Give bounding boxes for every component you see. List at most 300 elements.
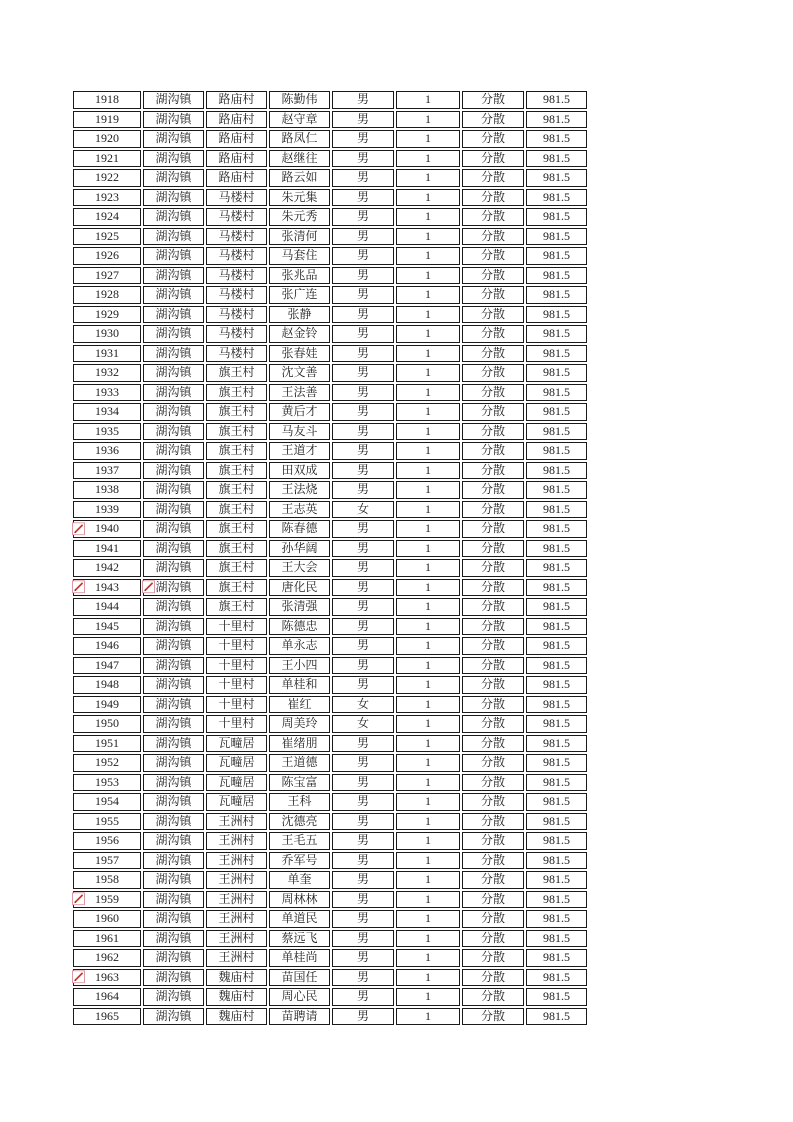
table-row — [73, 325, 587, 343]
cell-gender — [332, 657, 394, 675]
cell-count — [396, 676, 460, 694]
cell-gender — [332, 696, 394, 714]
cell-serial — [73, 423, 141, 441]
cell-serial — [73, 598, 141, 616]
table-row — [73, 228, 587, 246]
cell-serial — [73, 969, 141, 987]
cell-mode — [462, 871, 524, 889]
cell-serial — [73, 676, 141, 694]
person-name-value: 赵继往 — [281, 150, 318, 165]
amount-value: 981.5 — [543, 852, 570, 867]
cell-gender — [332, 579, 394, 597]
village-value: 瓦疃居 — [218, 735, 255, 750]
cell-count — [396, 715, 460, 733]
gender-value: 男 — [356, 111, 369, 126]
count-value: 1 — [425, 365, 431, 379]
person-name-value: 陈宝富 — [281, 774, 318, 789]
town-value: 湖沟镇 — [155, 950, 192, 964]
person-name-value: 朱元集 — [281, 189, 318, 204]
gender-value: 男 — [356, 891, 369, 906]
cell-serial — [73, 774, 141, 792]
village-value: 马楼村 — [218, 248, 255, 262]
count-value: 1 — [425, 716, 431, 730]
gender-value: 男 — [356, 872, 369, 886]
cell-count — [396, 442, 460, 460]
cell-mode — [462, 384, 524, 402]
person-name-value: 陈勤伟 — [281, 92, 318, 106]
serial-value: 1926 — [95, 248, 119, 262]
mode-value: 分散 — [480, 579, 505, 594]
cell-count — [396, 267, 460, 285]
cell-town — [143, 364, 204, 382]
table-row — [73, 520, 587, 538]
cell-village — [206, 793, 267, 811]
village-value: 旗王村 — [218, 560, 255, 574]
cell-mode — [462, 364, 524, 382]
count-value: 1 — [425, 755, 431, 769]
cell-count — [396, 891, 460, 909]
cell-gender — [332, 930, 394, 948]
cell-village — [206, 676, 267, 694]
gender-value: 男 — [356, 404, 369, 418]
cell-gender — [332, 520, 394, 538]
village-value: 王洲村 — [218, 852, 255, 867]
cell-amount — [526, 228, 587, 246]
cell-gender — [332, 150, 394, 168]
cell-person-name — [269, 871, 330, 889]
serial-value: 1918 — [95, 92, 119, 106]
cell-mode — [462, 930, 524, 948]
cell-gender — [332, 988, 394, 1006]
amount-value: 981.5 — [543, 813, 570, 828]
table-row — [73, 189, 587, 207]
count-value: 1 — [425, 111, 431, 126]
cell-mode — [462, 754, 524, 772]
cell-count — [396, 91, 460, 109]
cell-village — [206, 306, 267, 324]
cell-amount — [526, 540, 587, 558]
table-row — [73, 852, 587, 870]
table-row — [73, 793, 587, 811]
cell-town — [143, 637, 204, 655]
cell-person-name — [269, 891, 330, 909]
cell-town — [143, 462, 204, 480]
town-value: 湖沟镇 — [155, 774, 192, 789]
cell-village — [206, 228, 267, 246]
cell-village — [206, 247, 267, 265]
cell-serial — [73, 150, 141, 168]
serial-value: 1921 — [95, 150, 119, 165]
cell-gender — [332, 637, 394, 655]
cell-person-name — [269, 325, 330, 343]
village-value: 王洲村 — [218, 930, 255, 945]
cell-village — [206, 130, 267, 148]
mode-value: 分散 — [480, 501, 505, 516]
cell-serial — [73, 228, 141, 246]
mode-value: 分散 — [480, 248, 505, 262]
cell-town — [143, 540, 204, 558]
cell-amount — [526, 676, 587, 694]
town-value: 湖沟镇 — [155, 813, 192, 828]
mode-value: 分散 — [480, 1008, 505, 1023]
town-value: 湖沟镇 — [155, 443, 192, 457]
cell-count — [396, 988, 460, 1006]
cell-amount — [526, 891, 587, 909]
cell-amount — [526, 111, 587, 129]
cell-town — [143, 930, 204, 948]
serial-value: 1964 — [95, 989, 119, 1003]
mode-value: 分散 — [480, 423, 505, 438]
village-value: 魏庙村 — [218, 989, 255, 1003]
serial-value: 1952 — [95, 755, 119, 769]
cell-village — [206, 189, 267, 207]
cell-count — [396, 579, 460, 597]
mode-value: 分散 — [480, 365, 505, 379]
cell-person-name — [269, 969, 330, 987]
count-value: 1 — [425, 228, 431, 243]
cell-village — [206, 403, 267, 421]
cell-person-name — [269, 130, 330, 148]
cell-count — [396, 384, 460, 402]
person-name-value: 单道民 — [281, 911, 318, 925]
mode-value: 分散 — [480, 657, 505, 672]
cell-gender — [332, 423, 394, 441]
cell-serial — [73, 1008, 141, 1026]
cell-count — [396, 793, 460, 811]
cell-mode — [462, 189, 524, 207]
gender-value: 男 — [356, 248, 369, 262]
table-row — [73, 676, 587, 694]
serial-value: 1961 — [95, 930, 119, 945]
pen-marker-icon — [72, 892, 85, 905]
cell-village — [206, 169, 267, 187]
cell-amount — [526, 852, 587, 870]
village-value: 十里村 — [218, 677, 255, 691]
cell-person-name — [269, 793, 330, 811]
serial-value: 1958 — [95, 872, 119, 886]
village-value: 王洲村 — [218, 872, 255, 886]
cell-gender — [332, 715, 394, 733]
gender-value: 男 — [356, 774, 369, 789]
gender-value: 男 — [356, 267, 369, 282]
serial-value: 1925 — [95, 228, 119, 243]
person-name-value: 孙华阔 — [281, 540, 318, 555]
amount-value: 981.5 — [543, 443, 570, 457]
amount-value: 981.5 — [543, 228, 570, 243]
cell-serial — [73, 637, 141, 655]
gender-value: 男 — [356, 618, 369, 633]
town-value: 湖沟镇 — [155, 209, 192, 223]
cell-mode — [462, 969, 524, 987]
serial-value: 1957 — [95, 852, 119, 867]
cell-gender — [332, 462, 394, 480]
cell-count — [396, 345, 460, 363]
table-row — [73, 813, 587, 831]
cell-person-name — [269, 949, 330, 967]
cell-amount — [526, 1008, 587, 1026]
table-row — [73, 637, 587, 655]
cell-person-name — [269, 228, 330, 246]
count-value: 1 — [425, 950, 431, 964]
amount-value: 981.5 — [543, 287, 570, 301]
cell-serial — [73, 813, 141, 831]
cell-amount — [526, 325, 587, 343]
cell-serial — [73, 520, 141, 538]
gender-value: 男 — [356, 911, 369, 925]
cell-count — [396, 130, 460, 148]
cell-town — [143, 208, 204, 226]
cell-gender — [332, 228, 394, 246]
serial-value: 1928 — [95, 287, 119, 301]
village-value: 王洲村 — [218, 833, 255, 847]
cell-village — [206, 852, 267, 870]
gender-value: 男 — [356, 443, 369, 457]
serial-value: 1920 — [95, 131, 119, 145]
cell-amount — [526, 832, 587, 850]
cell-count — [396, 813, 460, 831]
cell-mode — [462, 774, 524, 792]
pen-marker-icon — [72, 522, 85, 535]
cell-village — [206, 442, 267, 460]
amount-value: 981.5 — [543, 911, 570, 925]
cell-town — [143, 949, 204, 967]
mode-value: 分散 — [480, 521, 505, 535]
gender-value: 男 — [356, 423, 369, 438]
cell-town — [143, 267, 204, 285]
cell-town — [143, 111, 204, 129]
gender-value: 男 — [356, 794, 369, 808]
cell-mode — [462, 540, 524, 558]
cell-count — [396, 696, 460, 714]
count-value: 1 — [425, 189, 431, 204]
mode-value: 分散 — [480, 170, 505, 184]
table-row — [73, 657, 587, 675]
cell-town — [143, 657, 204, 675]
town-value: 湖沟镇 — [155, 521, 192, 535]
person-name-value: 乔军号 — [281, 852, 318, 867]
cell-amount — [526, 247, 587, 265]
cell-amount — [526, 969, 587, 987]
cell-mode — [462, 345, 524, 363]
person-name-value: 王科 — [287, 794, 312, 808]
cell-village — [206, 891, 267, 909]
amount-value: 981.5 — [543, 521, 570, 535]
mode-value: 分散 — [480, 560, 505, 574]
cell-gender — [332, 91, 394, 109]
serial-value: 1949 — [95, 696, 119, 711]
town-value: 湖沟镇 — [155, 189, 192, 204]
cell-town — [143, 442, 204, 460]
cell-amount — [526, 598, 587, 616]
village-value: 十里村 — [218, 638, 255, 652]
table-row — [73, 579, 587, 597]
cell-town — [143, 891, 204, 909]
cell-count — [396, 852, 460, 870]
cell-person-name — [269, 657, 330, 675]
gender-value: 男 — [356, 150, 369, 165]
cell-village — [206, 462, 267, 480]
cell-town — [143, 774, 204, 792]
cell-mode — [462, 832, 524, 850]
amount-value: 981.5 — [543, 872, 570, 886]
town-value: 湖沟镇 — [155, 1008, 192, 1023]
cell-person-name — [269, 715, 330, 733]
gender-value: 男 — [356, 657, 369, 672]
cell-village — [206, 657, 267, 675]
town-value: 湖沟镇 — [155, 696, 192, 711]
cell-gender — [332, 286, 394, 304]
cell-town — [143, 423, 204, 441]
serial-value: 1953 — [95, 774, 119, 789]
cell-mode — [462, 208, 524, 226]
cell-count — [396, 637, 460, 655]
cell-village — [206, 267, 267, 285]
cell-person-name — [269, 988, 330, 1006]
cell-person-name — [269, 91, 330, 109]
town-value: 湖沟镇 — [155, 735, 192, 750]
cell-person-name — [269, 735, 330, 753]
gender-value: 男 — [356, 930, 369, 945]
cell-amount — [526, 286, 587, 304]
pen-marker-icon — [72, 580, 85, 593]
cell-count — [396, 481, 460, 499]
cell-amount — [526, 501, 587, 519]
cell-serial — [73, 247, 141, 265]
cell-serial — [73, 481, 141, 499]
amount-value: 981.5 — [543, 326, 570, 340]
cell-mode — [462, 442, 524, 460]
cell-count — [396, 462, 460, 480]
cell-village — [206, 345, 267, 363]
cell-village — [206, 969, 267, 987]
serial-value: 1931 — [95, 345, 119, 360]
village-value: 旗王村 — [218, 443, 255, 457]
town-value: 湖沟镇 — [155, 131, 192, 145]
village-value: 旗王村 — [218, 365, 255, 379]
cell-amount — [526, 384, 587, 402]
gender-value: 男 — [356, 131, 369, 145]
cell-town — [143, 520, 204, 538]
person-name-value: 王法善 — [281, 384, 318, 399]
cell-gender — [332, 618, 394, 636]
person-name-value: 单桂和 — [281, 677, 318, 691]
serial-value: 1959 — [95, 891, 119, 906]
gender-value: 男 — [356, 813, 369, 828]
cell-town — [143, 306, 204, 324]
town-value: 湖沟镇 — [155, 306, 192, 321]
count-value: 1 — [425, 482, 431, 496]
cell-count — [396, 598, 460, 616]
cell-mode — [462, 598, 524, 616]
cell-amount — [526, 715, 587, 733]
amount-value: 981.5 — [543, 423, 570, 438]
cell-village — [206, 774, 267, 792]
person-name-value: 路凤仁 — [281, 131, 318, 145]
gender-value: 男 — [356, 677, 369, 691]
table-row — [73, 949, 587, 967]
town-value: 湖沟镇 — [155, 482, 192, 496]
mode-value: 分散 — [480, 540, 505, 555]
town-value: 湖沟镇 — [155, 287, 192, 301]
village-value: 瓦疃居 — [218, 755, 255, 769]
count-value: 1 — [425, 306, 431, 321]
cell-gender — [332, 969, 394, 987]
cell-gender — [332, 345, 394, 363]
cell-person-name — [269, 286, 330, 304]
gender-value: 男 — [356, 950, 369, 964]
cell-town — [143, 871, 204, 889]
village-value: 路庙村 — [218, 150, 255, 165]
serial-value: 1943 — [95, 579, 119, 594]
cell-person-name — [269, 169, 330, 187]
village-value: 旗王村 — [218, 521, 255, 535]
amount-value: 981.5 — [543, 618, 570, 633]
count-value: 1 — [425, 794, 431, 808]
cell-village — [206, 364, 267, 382]
cell-amount — [526, 364, 587, 382]
gender-value: 男 — [356, 287, 369, 301]
table-row — [73, 111, 587, 129]
cell-town — [143, 384, 204, 402]
serial-value: 1924 — [95, 209, 119, 223]
cell-village — [206, 618, 267, 636]
amount-value: 981.5 — [543, 716, 570, 730]
mode-value: 分散 — [480, 287, 505, 301]
cell-village — [206, 286, 267, 304]
mode-value: 分散 — [480, 345, 505, 360]
cell-gender — [332, 111, 394, 129]
serial-value: 1933 — [95, 384, 119, 399]
cell-count — [396, 657, 460, 675]
person-name-value: 沈德亮 — [281, 813, 318, 828]
mode-value: 分散 — [480, 618, 505, 633]
cell-village — [206, 481, 267, 499]
town-value: 湖沟镇 — [155, 267, 192, 282]
table-row — [73, 988, 587, 1006]
count-value: 1 — [425, 170, 431, 184]
person-name-value: 黄后才 — [281, 404, 318, 418]
cell-village — [206, 930, 267, 948]
town-value: 湖沟镇 — [155, 677, 192, 691]
cell-mode — [462, 813, 524, 831]
person-name-value: 周美玲 — [281, 716, 318, 730]
town-value: 湖沟镇 — [155, 248, 192, 262]
cell-person-name — [269, 267, 330, 285]
cell-town — [143, 832, 204, 850]
mode-value: 分散 — [480, 443, 505, 457]
amount-value: 981.5 — [543, 365, 570, 379]
amount-value: 981.5 — [543, 501, 570, 516]
village-value: 十里村 — [218, 657, 255, 672]
village-value: 旗王村 — [218, 540, 255, 555]
cell-gender — [332, 559, 394, 577]
town-value: 湖沟镇 — [155, 111, 192, 126]
village-value: 王洲村 — [218, 950, 255, 964]
cell-mode — [462, 559, 524, 577]
cell-gender — [332, 793, 394, 811]
cell-mode — [462, 852, 524, 870]
town-value: 湖沟镇 — [155, 228, 192, 243]
cell-count — [396, 286, 460, 304]
person-name-value: 张广连 — [281, 287, 318, 301]
gender-value: 男 — [356, 638, 369, 652]
count-value: 1 — [425, 911, 431, 925]
serial-value: 1962 — [95, 950, 119, 964]
amount-value: 981.5 — [543, 891, 570, 906]
village-value: 马楼村 — [218, 209, 255, 223]
cell-serial — [73, 130, 141, 148]
table-row — [73, 696, 587, 714]
